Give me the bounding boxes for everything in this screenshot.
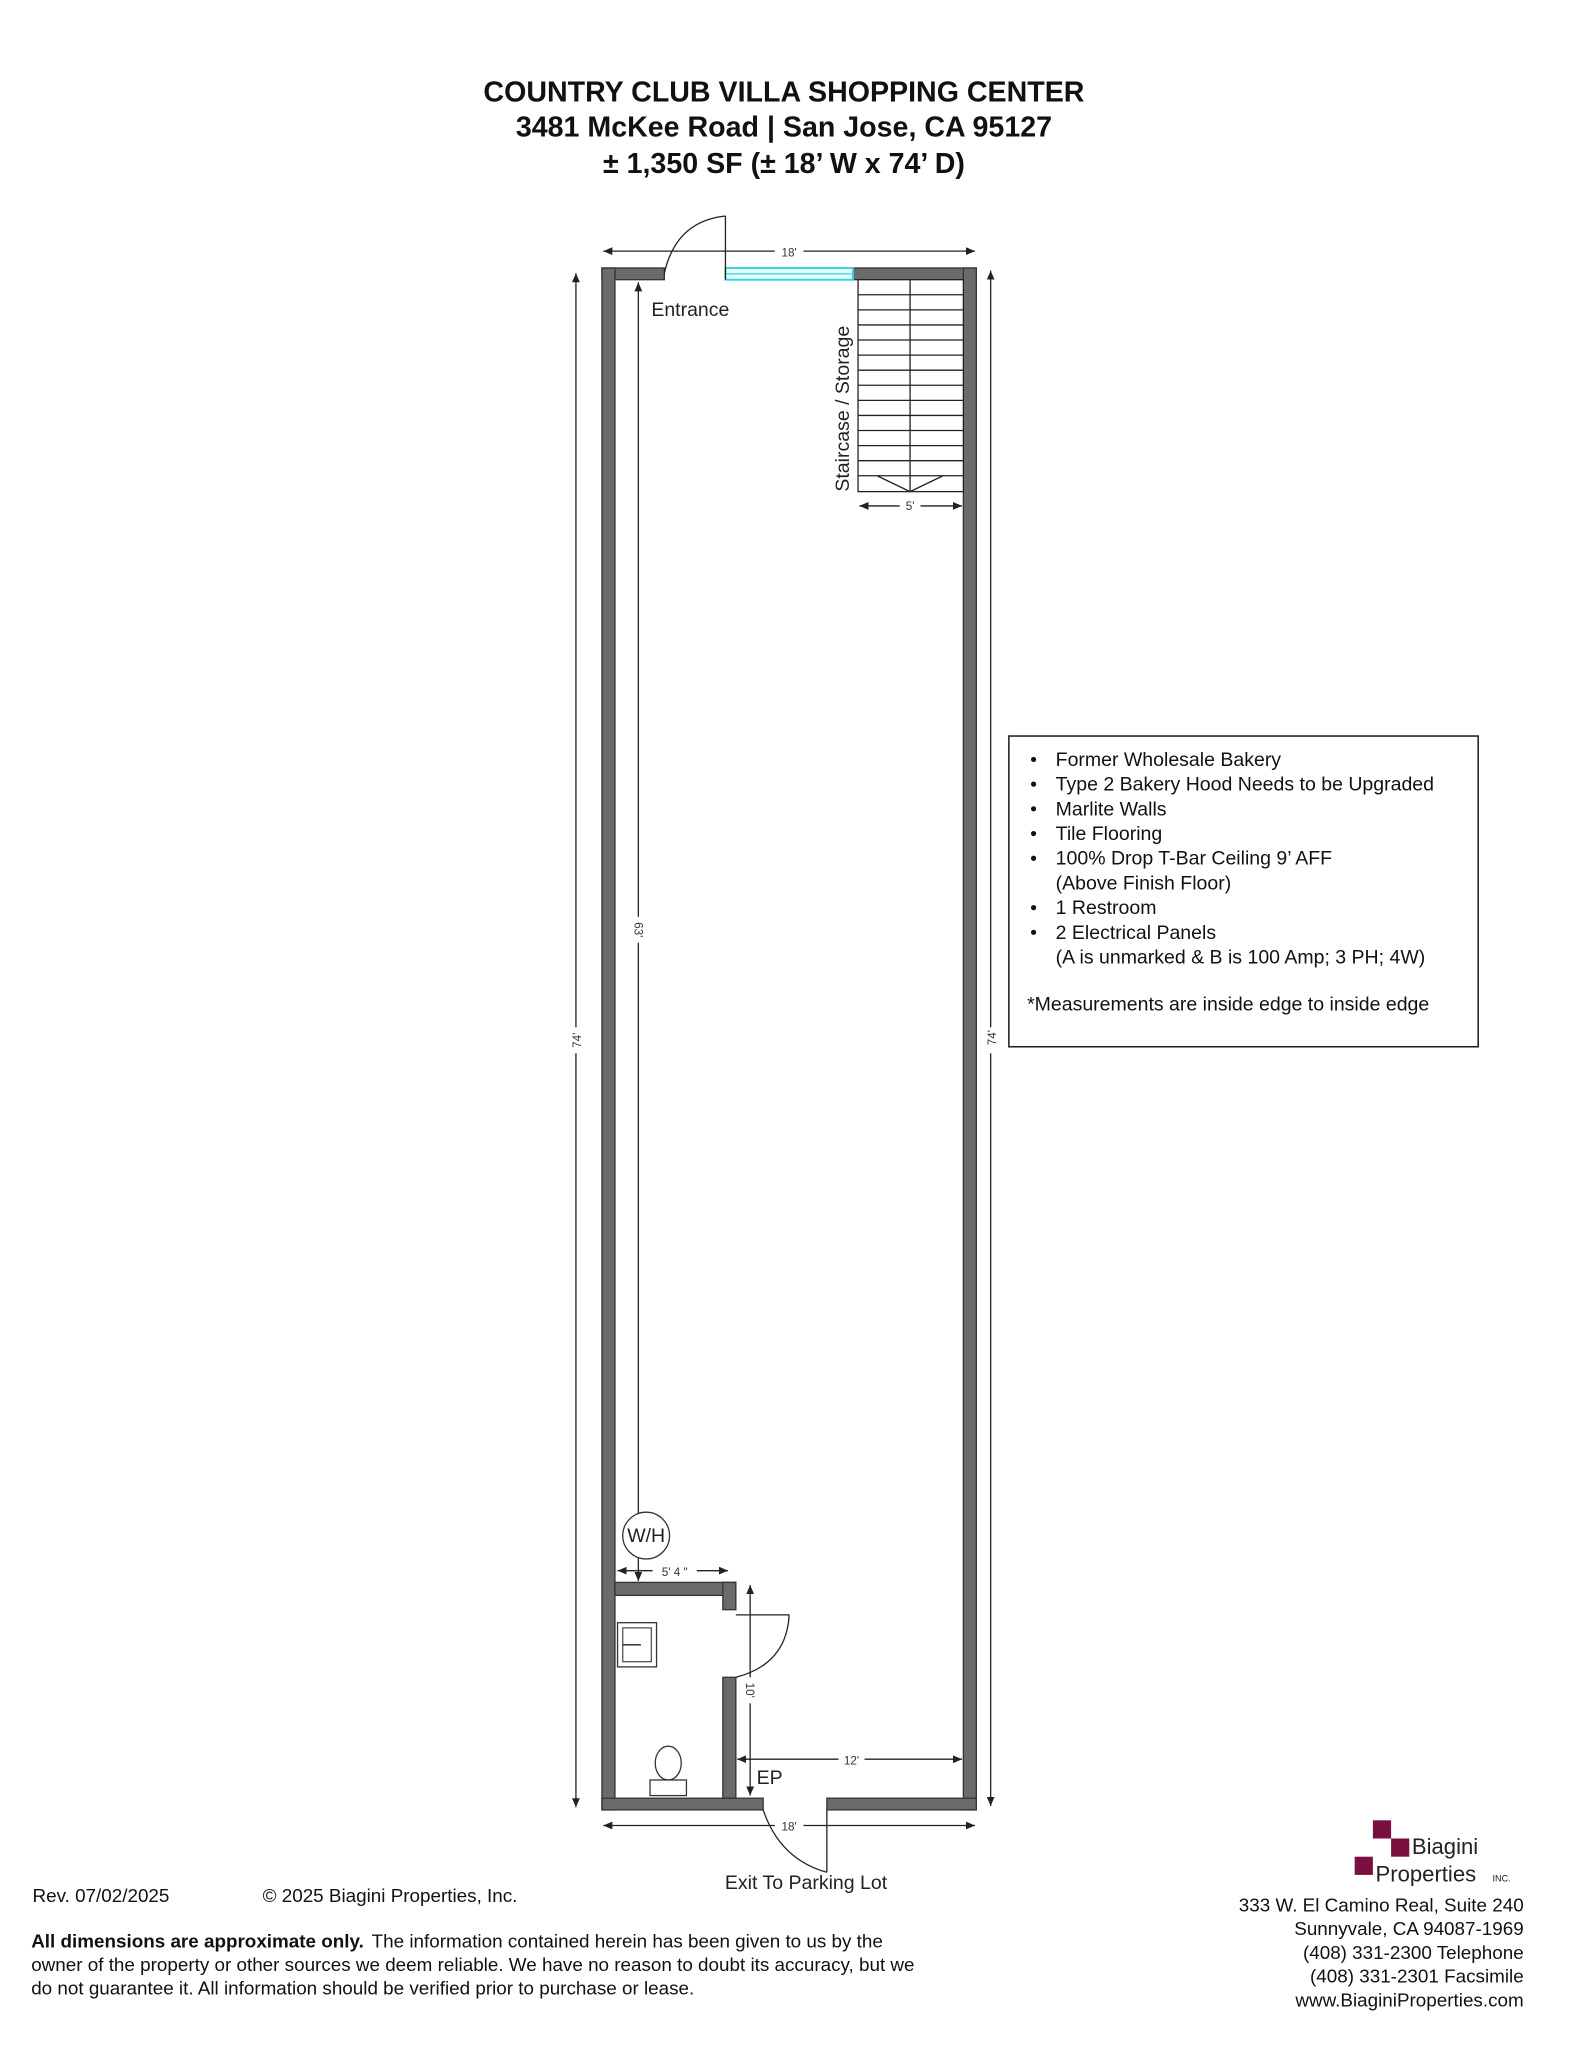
dimension-left-depth bbox=[571, 273, 584, 1807]
svg-text:63': 63' bbox=[631, 922, 645, 938]
restroom-door bbox=[736, 1615, 789, 1677]
contact-line: (408) 331-2300 Telephone bbox=[1302, 1941, 1524, 1963]
dimension-bottom-width bbox=[603, 1821, 975, 1834]
contact-line: Sunnyvale, CA 94087-1969 bbox=[1294, 1918, 1524, 1940]
bullet-icon bbox=[1031, 905, 1036, 910]
exterior-walls bbox=[602, 268, 976, 1810]
info-item: 2 Electrical Panels bbox=[1055, 921, 1217, 944]
dimension-stair-width bbox=[859, 500, 962, 513]
svg-text:5' 4 ": 5' 4 " bbox=[661, 1565, 688, 1579]
bullet-icon bbox=[1031, 806, 1036, 811]
svg-text:74': 74' bbox=[571, 1032, 585, 1048]
contact-line[interactable]: www.BiaginiProperties.com bbox=[1295, 1989, 1524, 2011]
entrance-label: Entrance bbox=[651, 299, 730, 322]
disclaimer-line-3: do not guarantee it. All information should be verified prior to purchase or lease. bbox=[31, 1977, 695, 1999]
property-title: COUNTRY CLUB VILLA SHOPPING CENTER bbox=[483, 76, 1085, 109]
water-heater bbox=[623, 1512, 670, 1559]
svg-text:5': 5' bbox=[905, 499, 915, 513]
info-item: 1 Restroom bbox=[1055, 897, 1157, 920]
contact-line: (408) 331-2301 Facsimile bbox=[1310, 1965, 1524, 1987]
dimension-restroom-depth bbox=[743, 1585, 756, 1796]
toilet-icon bbox=[650, 1746, 686, 1795]
dimension-restroom-width bbox=[618, 1566, 729, 1579]
disclaimer-line-2: owner of the property or other sources we deem reliable. We have no reason to doubt its accuracy, but we bbox=[31, 1954, 915, 1976]
storefront-glass bbox=[725, 268, 852, 280]
electrical-panel-label: EP bbox=[756, 1766, 783, 1789]
svg-text:Properties: Properties bbox=[1375, 1861, 1477, 1887]
staircase bbox=[858, 280, 963, 492]
sink-icon bbox=[618, 1623, 657, 1667]
bullet-icon bbox=[1031, 782, 1036, 787]
exit-label: Exit To Parking Lot bbox=[724, 1872, 888, 1895]
dimension-restroom-to-wall bbox=[737, 1754, 962, 1767]
contact-line: 333 W. El Camino Real, Suite 240 bbox=[1238, 1894, 1524, 1916]
bullet-icon bbox=[1031, 831, 1036, 836]
info-sub-ceiling: (Above Finish Floor) bbox=[1055, 872, 1232, 895]
bullet-icon bbox=[1031, 856, 1036, 861]
revision-date: Rev. 07/02/2025 bbox=[32, 1885, 170, 1907]
property-size: ± 1,350 SF (± 18’ W x 74’ D) bbox=[602, 148, 965, 181]
bullet-icon bbox=[1031, 930, 1036, 935]
info-box bbox=[1009, 736, 1478, 1047]
svg-text:10': 10' bbox=[743, 1682, 757, 1698]
bullet-icon bbox=[1031, 757, 1036, 762]
dimension-inner-depth bbox=[631, 282, 644, 1581]
svg-text:W/H: W/H bbox=[627, 1525, 666, 1548]
copyright: © 2025 Biagini Properties, Inc. bbox=[262, 1885, 518, 1907]
entrance-door bbox=[664, 216, 725, 280]
info-sub-panels: (A is unmarked & B is 100 Amp; 3 PH; 4W) bbox=[1055, 946, 1426, 969]
svg-text:INC.: INC. bbox=[1492, 1873, 1511, 1884]
svg-text:18': 18' bbox=[781, 1820, 797, 1834]
info-item: 100% Drop T-Bar Ceiling 9’ AFF bbox=[1055, 847, 1333, 870]
info-note: *Measurements are inside edge to inside edge bbox=[1027, 993, 1430, 1016]
svg-text:12': 12' bbox=[843, 1754, 860, 1768]
svg-text:74': 74' bbox=[985, 1030, 999, 1046]
dimension-right-depth bbox=[986, 271, 999, 1806]
exit-door bbox=[763, 1810, 827, 1872]
dimension-top-width bbox=[603, 246, 975, 259]
property-address: 3481 McKee Road | San Jose, CA 95127 bbox=[515, 111, 1053, 144]
info-item: Tile Flooring bbox=[1055, 823, 1163, 846]
svg-text:18': 18' bbox=[781, 246, 797, 260]
staircase-label: Staircase / Storage bbox=[831, 325, 854, 492]
contact-block bbox=[1239, 1894, 1524, 2010]
info-item: Type 2 Bakery Hood Needs to be Upgraded bbox=[1055, 773, 1434, 796]
svg-text:Biagini: Biagini bbox=[1411, 1834, 1479, 1860]
info-item: Marlite Walls bbox=[1055, 798, 1167, 821]
info-item: Former Wholesale Bakery bbox=[1055, 748, 1282, 771]
disclaimer: All dimensions are approximate only. The information contained herein has been given to us by the bbox=[31, 1930, 883, 1952]
biagini-logo bbox=[1355, 1820, 1511, 1886]
